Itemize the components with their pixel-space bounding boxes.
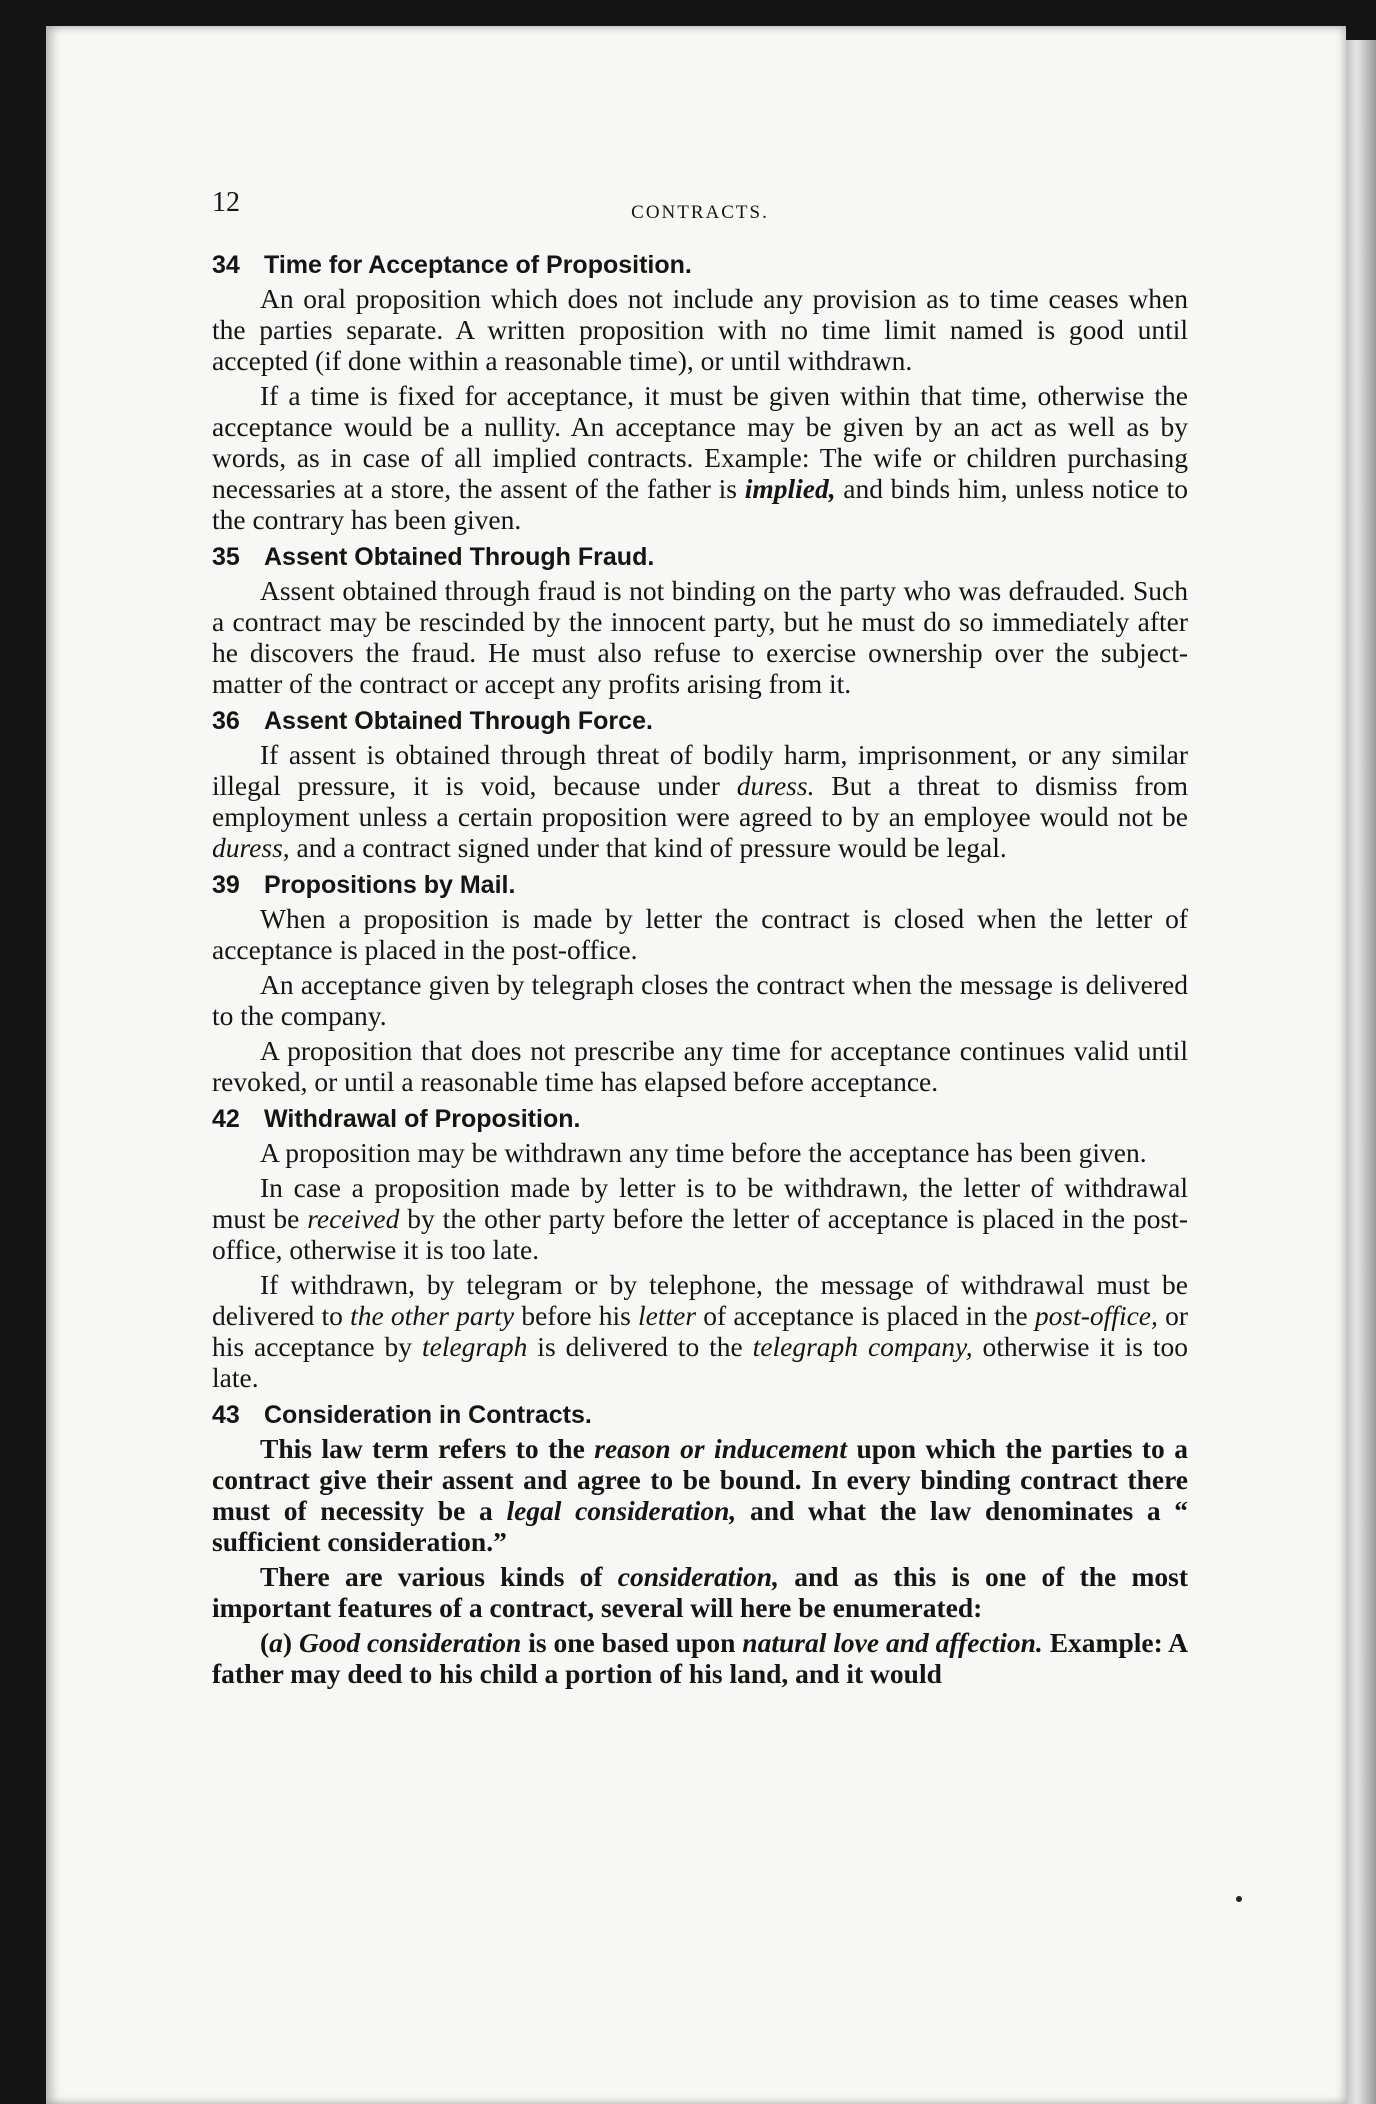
paragraph: If withdrawn, by telegram or by telephone, the message of withdrawal must be delivered to the other party before his letter of acceptance is placed in the post-office, or his acceptance by telegraph is delivered to the telegraph company, otherwise it is too late. (212, 1269, 1188, 1393)
paragraph: In case a proposition made by letter is to be withdrawn, the letter of withdrawal must be received by the other party before the letter of acceptance is placed in the post-office, otherwise it is too late. (212, 1172, 1188, 1265)
section-35 (212, 539, 1188, 699)
paragraph: A proposition that does not prescribe any time for acceptance continues valid until revoked, or until a reasonable time has elapsed before acceptance. (212, 1035, 1188, 1097)
section-43 (212, 1397, 1188, 1689)
paragraph: If a time is fixed for acceptance, it must be given within that time, otherwise the acceptance would be a nullity. An acceptance may be given by an act as well as by words, as in case of all implied contracts. Example: The wife or children purchasing necessaries at a store, the assent of the father is implied, and binds him, unless notice to the contrary has been given. (212, 380, 1188, 535)
section-39 (212, 867, 1188, 1097)
running-title: CONTRACTS. (631, 202, 769, 223)
section-title: Assent Obtained Through Force. (264, 707, 653, 735)
paragraph: This law term refers to the reason or inducement upon which the parties to a contract give their assent and agree to be bound. In every binding contract there must of necessity be a legal consideration, and what the law denominates a “ sufficient consideration.” (212, 1433, 1188, 1557)
paragraph: When a proposition is made by letter the contract is closed when the letter of acceptance is placed in the post-office. (212, 903, 1188, 965)
section-title: Withdrawal of Proposition. (264, 1105, 581, 1133)
section-number: 34 (212, 251, 240, 279)
paragraph: An oral proposition which does not include any provision as to time ceases when the parties separate. A written proposition with no time limit named is good until accepted (if done within a reasonable time), or until withdrawn. (212, 283, 1188, 376)
section-heading (212, 247, 1188, 283)
paragraph: An acceptance given by telegraph closes the contract when the message is delivered to the company. (212, 969, 1188, 1031)
ink-speck (1236, 1896, 1242, 1902)
section-number: 35 (212, 543, 240, 571)
section-number: 36 (212, 707, 240, 735)
section-title: Consideration in Contracts. (264, 1401, 592, 1429)
section-36 (212, 703, 1188, 863)
section-34 (212, 247, 1188, 535)
section-heading (212, 867, 1188, 903)
section-heading (212, 539, 1188, 575)
book-edge (1344, 40, 1376, 2104)
paragraph: (a) Good consideration is one based upon natural love and affection. Example: A father may deed to his child a portion of his land, and it would (212, 1627, 1188, 1689)
section-42 (212, 1101, 1188, 1393)
section-heading (212, 1101, 1188, 1137)
page-content (212, 185, 1188, 1693)
paragraph: Assent obtained through fraud is not binding on the party who was defrauded. Such a contract may be rescinded by the innocent party, but he must do so immediately after he discovers the fraud. He must also refuse to exercise ownership over the subject-matter of the contract or accept any profits arising from it. (212, 575, 1188, 699)
section-number: 43 (212, 1401, 240, 1429)
section-number: 42 (212, 1105, 240, 1133)
section-title: Assent Obtained Through Fraud. (264, 543, 655, 571)
section-heading (212, 703, 1188, 739)
section-number: 39 (212, 871, 240, 899)
page-number: 12 (212, 187, 240, 218)
section-heading (212, 1397, 1188, 1433)
section-title: Time for Acceptance of Proposition. (264, 251, 692, 279)
paragraph: A proposition may be withdrawn any time before the acceptance has been given. (260, 1137, 1147, 1168)
paragraph: If assent is obtained through threat of bodily harm, imprisonment, or any similar illegal pressure, it is void, because under duress. But a threat to dismiss from employment unless a certain proposition were agreed to by an employee would not be duress, and a contract signed under that kind of pressure would be legal. (212, 739, 1188, 863)
running-head (212, 185, 1188, 245)
section-title: Propositions by Mail. (264, 871, 516, 899)
paragraph: There are various kinds of consideration, and as this is one of the most important features of a contract, several will here be enumerated: (212, 1561, 1188, 1623)
